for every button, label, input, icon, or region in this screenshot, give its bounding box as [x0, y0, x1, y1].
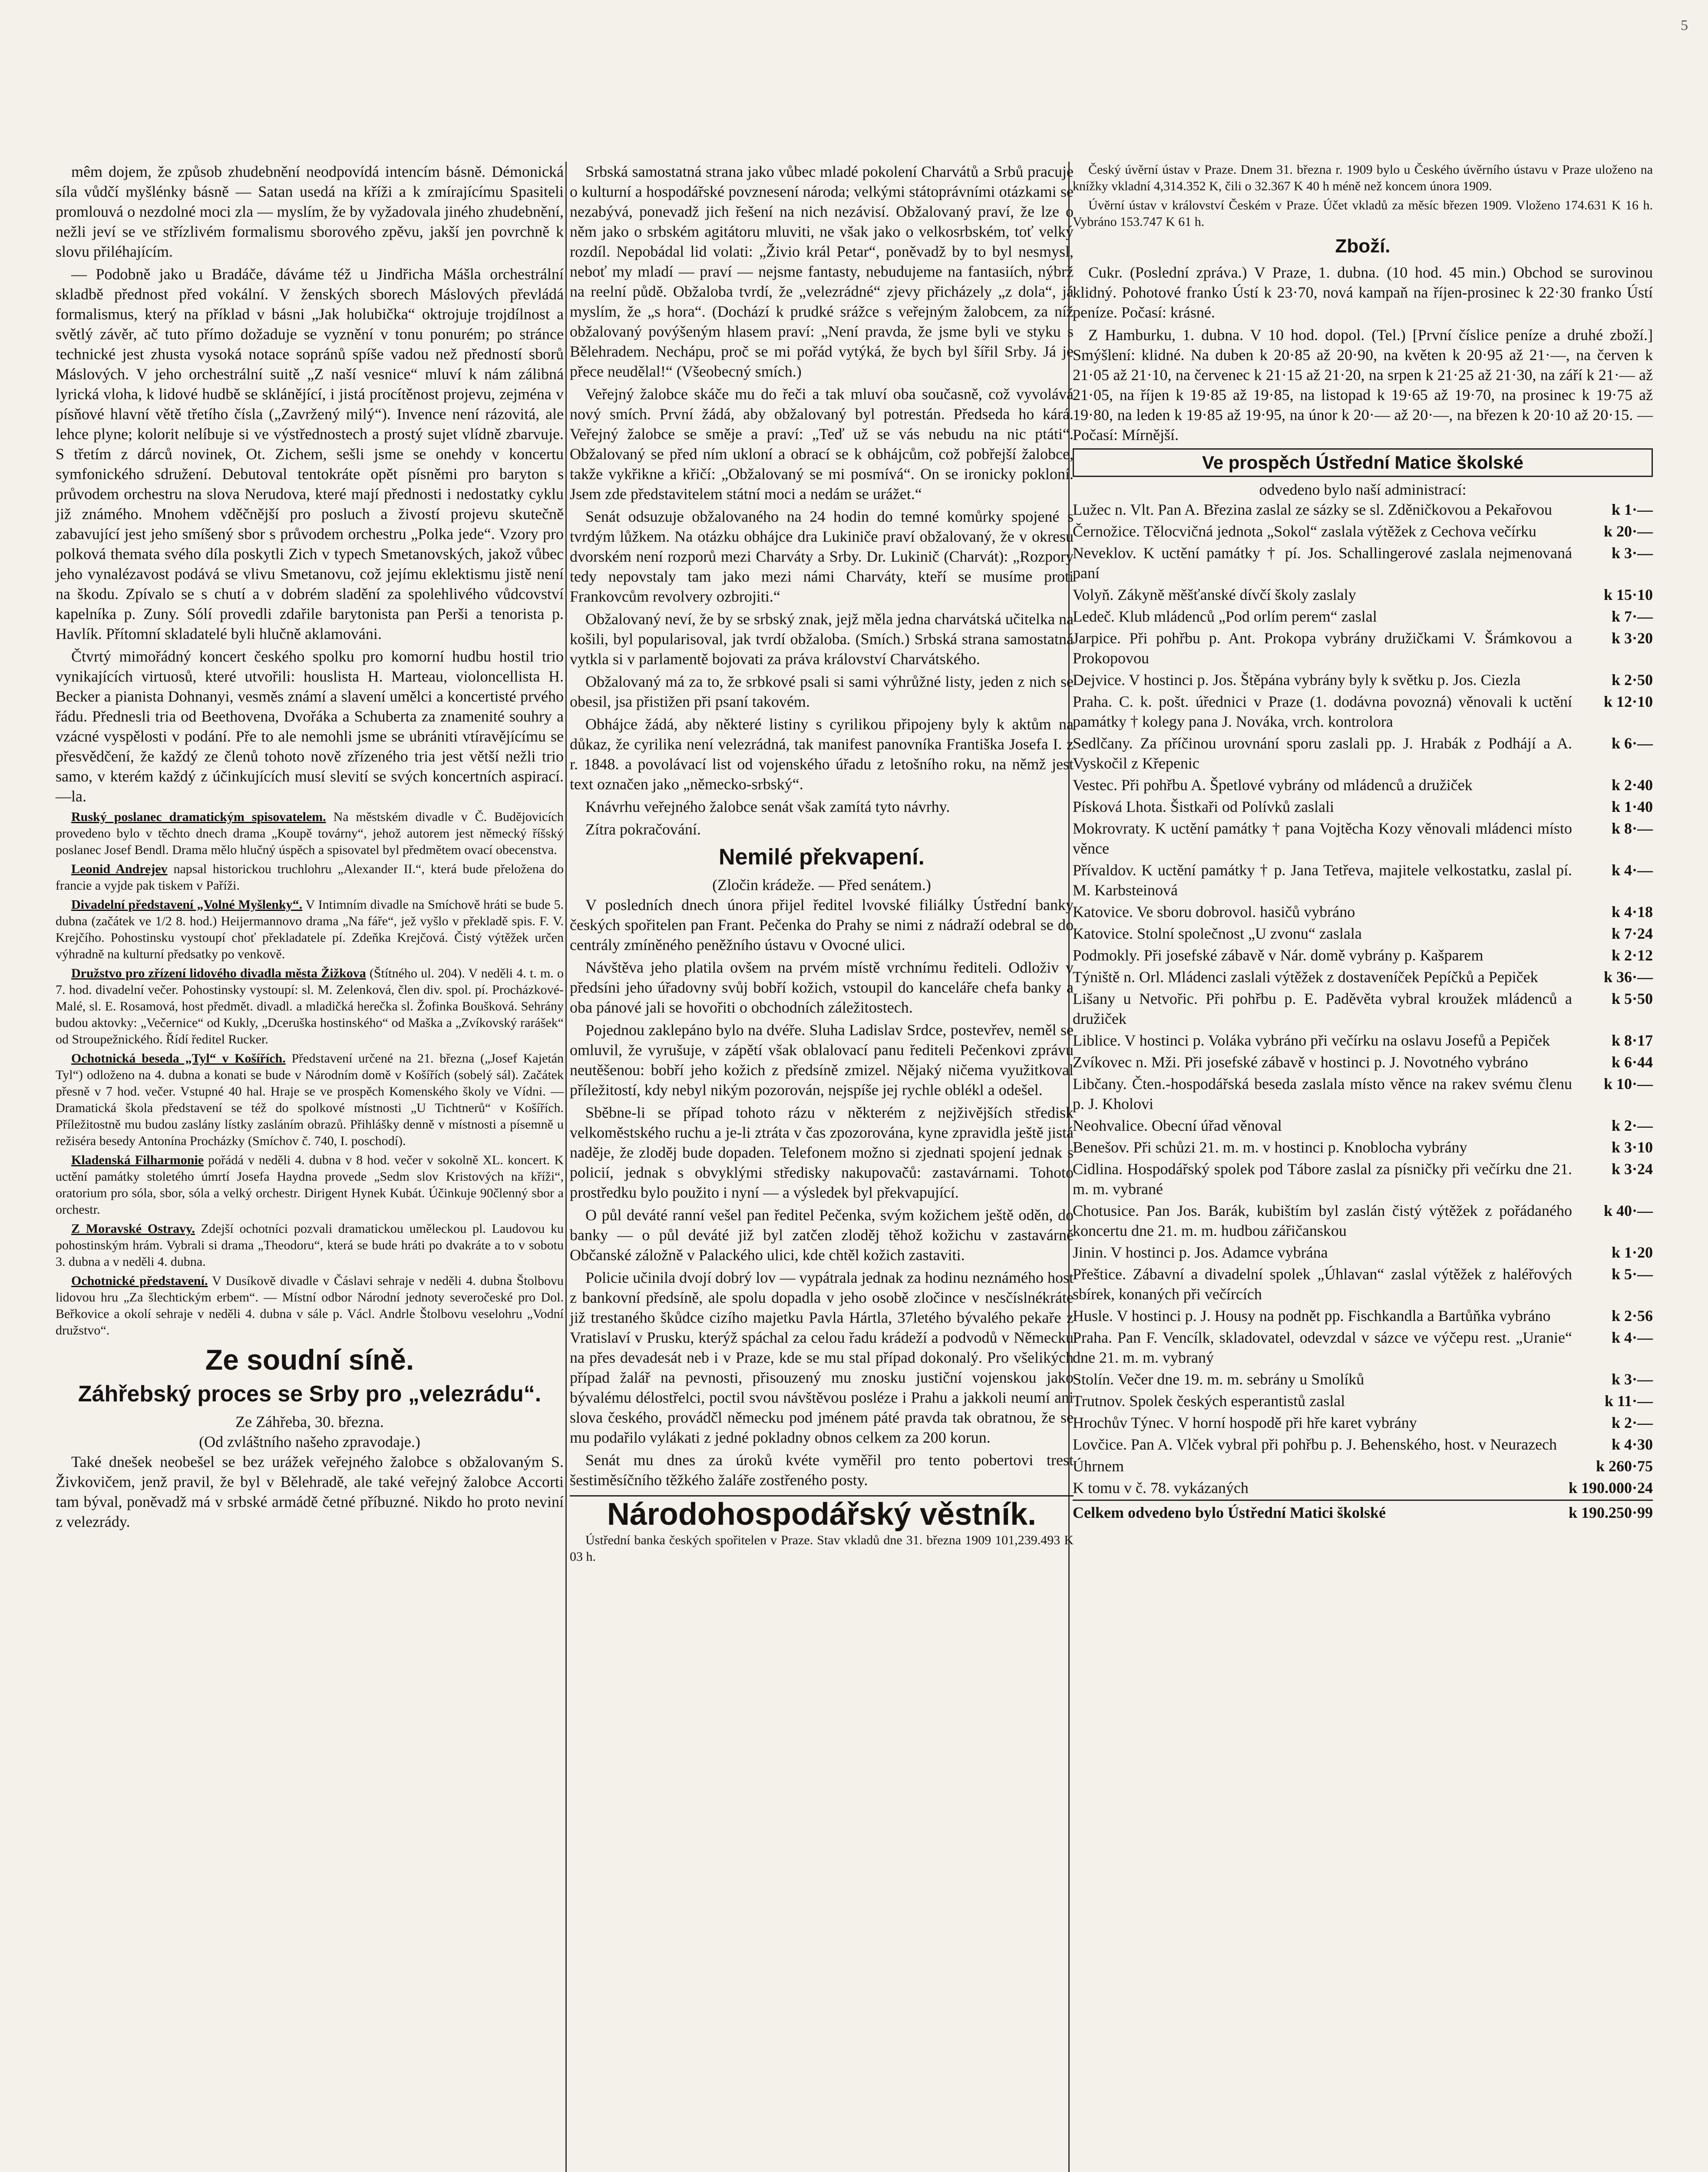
donation-row: [1073, 1328, 1653, 1367]
paragraph: Obžalovaný neví, že by se srbský znak, jejž měla jedna charvátská učitelka na košili, byl popularisoval, jak tvrdí obžaloba. (Smích.) Srbská strana samostatná vytkla si v parlamentě bojovati za práva království Charvátského.: [570, 610, 1074, 668]
donation-row: [1073, 902, 1653, 922]
donation-text: Libčany. Čten.-hospodářská beseda zaslala místo věnce na rakev svému členu p. J. Kholovi: [1073, 1075, 1572, 1112]
surprise-subheading: (Zločin krádeže. — Před senátem.): [712, 876, 931, 894]
notice: Kladenská Filharmonie pořádá v neděli 4. dubna v 8 hod. večer v sokolně XL. koncert. K uctění památky stoletého úmrtí Josefa Haydna provede „Sedm slov Kristových na kříži“, oratorium pro sóla, sbor, sóla a velký orchestr. Dirigent Hynek Kubát. Účinkuje 90členný sbor a orchestr.: [56, 1153, 564, 1217]
donation-text: Chotusice. Pan Jos. Barák, kubištím byl zaslán čistý výtěžek z pořádaného koncertu dne 21. m. m. hudbou zářičanskou: [1073, 1202, 1572, 1239]
donation-text: Jinin. V hostinci p. Jos. Adamce vybrána: [1073, 1244, 1328, 1261]
donation-row: [1073, 967, 1653, 987]
donation-row: [1073, 945, 1653, 965]
donation-text: Lovčice. Pan A. Vlček vybral při pohřbu p. J. Behenského, host. v Neurazech: [1073, 1436, 1557, 1453]
donation-text: Neohvalice. Obecní úřad věnoval: [1073, 1117, 1282, 1134]
donation-text: Ledeč. Klub mládenců „Pod orlím perem“ zaslal: [1073, 608, 1377, 625]
donation-amount: k 3·10: [1611, 1139, 1653, 1156]
donation-row: [1073, 1030, 1653, 1050]
paragraph: Zítra pokračování.: [585, 821, 701, 838]
donation-row: [1073, 1201, 1653, 1241]
donation-text: Katovice. Ve sboru dobrovol. hasičů vybráno: [1073, 903, 1355, 920]
donation-text: Zvíkovec n. Mži. Při josefské zábavě v hostinci p. J. Novotného vybráno: [1073, 1053, 1528, 1071]
notice: Ochotnická beseda „Tyl“ v Košířích. Představení určené na 21. března („Josef Kajetán Tyl“) odloženo na 4. dubna a konati se bude v Národním domě v Košířích (sobelý sál). Začátek přesně v 7 hod. večer. Vstupné 40 hal. Hraje se ve prospěch Komenského školy ve Vídni. — Dramatická škola představení se též do spolkové místnosti „U Tichtnerů“ v Košířích. Příležitostně mu budou zaslány lístky zasláním obrazů. Přihlášky denně v místnosti a písemně u režiséra besedy Antonína Procházky (Smíchov č. 740, I. poschodí).: [56, 1051, 564, 1148]
donation-row: [1073, 606, 1653, 626]
donation-row: [1073, 1052, 1653, 1072]
donation-amount: k 6·44: [1611, 1053, 1653, 1071]
donation-text: Katovice. Stolní společnost „U zvonu“ zaslala: [1073, 925, 1362, 942]
donation-row: [1073, 543, 1653, 583]
column-rule: [565, 162, 567, 2172]
goods-heading: Zboží.: [1335, 235, 1391, 257]
paragraph: V posledních dnech února přijel ředitel lvovské filiálky Ústřední banky českých spořitelen pan Frant. Pečenka do Prahy se nimi z nádraží odebral se do centrály zmíněného peněžního ústavu v Ovocné ulici.: [570, 896, 1074, 954]
court-heading: Ze soudní síně.: [205, 1344, 414, 1376]
donation-row: [1073, 1306, 1653, 1326]
paragraph: Návštěva jeho platila ovšem na prvém místě vrchnímu řediteli. Odloživ v předsíni jeho úřadovny svůj bobří kožich, vstoupil do kanceláře chefa banky a oba pánové jali se hovořiti o obchodních záležitostech.: [570, 959, 1074, 1016]
donation-text: Dejvice. V hostinci p. Jos. Štěpána vybrány byly k světku p. Jos. Ciezla: [1073, 671, 1521, 689]
donation-amount: k 2·56: [1611, 1307, 1653, 1324]
donation-row: [1073, 797, 1653, 817]
paragraph: Senát odsuzuje obžalovaného na 24 hodin do temné komůrky spojené s tvrdým lůžkem. Na otázku obhájce dra Lukiniče praví obžalovaný, že v okresu dvorském není rozporů mezi Charváty a Srby. Dr. Lukinič (Charvát): „Rozpory tedy nepovstaly tam jako mezi námi Charváty, kteří se musíme proti Frankovcům revolvery ozbrojiti.“: [570, 508, 1074, 605]
paragraph: Obžalovaný má za to, že srbkové psali si sami výhrůžné listy, jeden z nich se obesil, jsa přistižen při psaní takovém.: [570, 673, 1074, 710]
donation-row: [1073, 500, 1653, 520]
donation-amount: k 8·—: [1611, 820, 1653, 837]
donation-text: Podmokly. Při josefské zábavě v Nár. domě vybrány p. Kašparem: [1073, 947, 1483, 964]
donation-amount: k 20·—: [1603, 523, 1653, 540]
paragraph: Z Hamburku, 1. dubna. V 10 hod. dopol. (Tel.) [První číslice peníze a druhé zboží.] Smýšlení: klidné. Na duben k 20·85 až 20·90, na květen k 20·95 až 21·—, na červen k 21·05 až 21·10, na červenec k 21·15 až 21·20, na srpen k 21·25 až 21·30, na září k 21·— až 21·05, na říjen k 19·85 až 19·85, na listopad k 19·65 až 19·70, na prosinec k 19·75 až 19·80, na leden k 19·85 až 19·95, na únor k 20·— až 20·—, na březen k 20·10 až 20·15. — Počasí: Mírnější.: [1073, 326, 1653, 444]
donation-text: Týniště n. Orl. Mládenci zaslali výtěžek z dostaveníček Pepíčků a Pepiček: [1073, 968, 1538, 986]
donation-amount: k 1·—: [1611, 501, 1653, 518]
paragraph: O půl deváté ranní vešel pan ředitel Pečenka, svým kožichem ještě oděn, do banky — o půl deváté již byl zatčen zloděj těhož kožichu v zastavárně Občanské záložně v Palackého ulici, kde chtěl kožich zastaviti.: [570, 1206, 1074, 1264]
donation-text: Husle. V hostinci p. J. Housy na podnět pp. Fischkandla a Bartůňka vybráno: [1073, 1307, 1551, 1324]
donation-amount: k 4·—: [1611, 861, 1653, 879]
donation-amount: k 40·—: [1603, 1202, 1653, 1219]
donation-amount: k 36·—: [1603, 968, 1653, 986]
notice: Divadelní představení „Volné Myšlenky“. V Intimním divadle na Smíchově hráti se bude 5. dubna (začátek ve 1/2 8. hod.) Heijermannovo drama „Na fáře“, jež vyšlo v překladě spis. F. V. Krejčího. Pohostinsku vystoupí choť překladatele pí. Zdeňka Krejčová. Čistý výtěžek určen výhradně na kulturní předsatky po venkově.: [56, 897, 564, 961]
donation-text: Jarpice. Při pohřbu p. Ant. Prokopa vybrány družičkami V. Šrámkovou a Prokopovou: [1073, 629, 1572, 667]
donation-row: [1073, 818, 1653, 858]
matice-subheading: odvedeno bylo naší administrací:: [1259, 481, 1467, 498]
donation-text: Stolín. Večer dne 19. m. m. sebrány u Smolíků: [1073, 1371, 1364, 1388]
donation-row: [1073, 1159, 1653, 1199]
donation-amount: k 5·50: [1611, 990, 1653, 1007]
donation-text: Černožice. Tělocvičná jednota „Sokol“ zaslala výtěžek z Cechova večírku: [1073, 523, 1536, 540]
court-dateline: Ze Záhřeba, 30. března.: [235, 1413, 384, 1430]
donation-row: [1073, 670, 1653, 690]
paragraph: Sběbne-li se případ tohoto rázu v některém z nejživějších středisk velkoměstského ruchu a je-li ztráta v čas zpozorována, kyne zpravidla ještě jistá naděje, že zloděj bude dopaden. Telefonem možno si zjednati spojení jednak s policií, jednak s obvyklými středisky nakupovačů: zastavárnami. Tohoto prostředku bylo použito i nyní — a výsledek byl překvapující.: [570, 1104, 1074, 1201]
donation-text: Písková Lhota. Šistkaři od Polívků zaslali: [1073, 798, 1334, 815]
paragraph: Policie učinila dvojí dobrý lov — vypátrala jednak za hodinu neznámého host z bankovní předsíně, ale spolu dopadla v jeho osobě zločince v nesčíslnékráte již trestaného škůdce cizího majetku Pavla Hártla, 37letého bývalého pekaře z Vratislaví v Prusku, kterýž spáchal za celou řadu krádeží a podvodů v Německu na přes devadesát neb i v Praze, kde se mu stal případ dokonalý. Pro všelikých případ žalář na pevnosti, přisouzený mu znosku justiční vojenskou jako bývalému délostřelci, poctil svou návštěvou posléze i Prahu a jakkoli neumí ani slova českého, provádčl německu pod jménem páté pravda tak obratnou, že se mu podařilo vylákati z jedné pokladny obnos celkem za 200 korun.: [570, 1269, 1074, 1446]
donation-amount: k 2·12: [1611, 947, 1653, 964]
donation-row: [1073, 1264, 1653, 1304]
donation-row: [1073, 733, 1653, 773]
paragraph: Český úvěrní ústav v Praze. Dnem 31. března r. 1909 bylo u Českého úvěrního ústavu v Praze uloženo na knížky vkladní 4,314.352 K, čili o 32.367 K 40 h méně než koncem února 1909.: [1073, 162, 1653, 193]
notice: Z Moravské Ostravy. Zdejší ochotníci pozvali dramatickou uměleckou pl. Laudovou ku pohostinským hrám. Vybrali si drama „Theodoru“, která se bude hráti po dvakráte a to v sobotu 3. dubna a v neděli 4. dubna.: [56, 1222, 564, 1269]
economy-heading: Národohospodářský věstník.: [570, 1495, 1074, 1532]
donation-amount: k 3·24: [1611, 1160, 1653, 1178]
notice: Leonid Andrejev napsal historickou truchlohru „Alexander II.“, která bude přeložena do francie a vyjde pak tiskem v Paříži.: [56, 862, 564, 893]
column-1: [56, 162, 564, 1534]
donation-text: Lužec n. Vlt. Pan A. Březina zaslal ze sázky se sl. Zděničkovou a Pekařovou: [1073, 501, 1552, 518]
donation-text: Praha. C. k. pošt. úřednici v Praze (1. dodávna povozná) věnovali k uctění památky † kolegy pana J. Nováka, vrch. kontrolora: [1073, 693, 1572, 730]
donation-amount: k 7·—: [1611, 608, 1653, 625]
donation-text: Benešov. Při schůzi 21. m. m. v hostinci p. Knoblocha vybrány: [1073, 1139, 1467, 1156]
donation-amount: k 5·—: [1611, 1265, 1653, 1283]
prev-row: K tomu v č. 78. vykázaných k 190.000·24: [1073, 1479, 1653, 1497]
paragraph: Čtvrtý mimořádný koncert českého spolku pro komorní hudbu hostil trio vynikajících virtuosů, které utvořili: houslista H. Marteau, violoncellista H. Becker a pianista Dohnanyi, vesměs známí a slavení umělci a koncertisté prvého řádu. Přednesli tria od Beethovena, Dvořáka a Schuberta za znamenité souhry a vzácné vyspělosti v podání. Pře to ale nemohli jsme se ubrániti vtíravějícímu se přesvědčení, že každý ze členů tohoto nově zřízeného tria jest větší nežli trio samo, v kterém každý z účinkujících musí slevití se svých koncertních aspirací. —la.: [56, 648, 564, 805]
donation-amount: k 12·10: [1603, 693, 1653, 710]
donation-amount: k 3·20: [1611, 629, 1653, 647]
donation-row: [1073, 585, 1653, 605]
donation-text: Volyň. Zákyně měšťanské dívčí školy zaslaly: [1073, 586, 1356, 603]
donation-row: [1073, 1413, 1653, 1433]
donation-row: [1073, 1369, 1653, 1389]
column-2: [570, 162, 1074, 1568]
donation-amount: k 4·18: [1611, 903, 1653, 920]
paragraph: Také dnešek neobešel se bez urážek veřejného žalobce s obžalovaným S. Živkovičem, jenž pravil, že byl v Bělehradě, ale také veřejný žalobce Accorti tam býval, poněvadž má v srbské armádě četné příbuzné. Nikdo ho proto neviní z velezrády.: [56, 1453, 564, 1530]
donation-amount: k 1·20: [1611, 1244, 1653, 1261]
donation-amount: k 7·24: [1611, 925, 1653, 942]
paragraph: — Podobně jako u Bradáče, dáváme též u Jindřicha Mášla orchestrální skladbě přednost před vokální. V ženských sborech Máslových převládá formalismus, který na příklad v básni „Jak holubička“ oktrojuje trojdílnost a světlý závěr, ač tuto přímo dožaduje se vyznění v tonu ponurém; po stránce technické jest zhusta vysoká notace sopránů spíše vadou než předností sborů Máslových. V jeho orchestrální suitě „Z naší vesnice“ mluví k nám zálibná lyrická vloha, k lidové hudbě se sklánějící, i jistá procítěnost projevu, zejména v písňové hlavní větě třetího čísla („Zavržený milý“). Invence není rázovitá, ale lehce plyne; kolorit nelíbuje si ve výstřednostech a prostý sujet vlídně zbarvuje. S třetím z dárců novinek, Ot. Zichem, sešli jsme se onehdy v koncertu symfonického sdružení. Debutoval tentokráte opět písněmi pro baryton s průvodem orchestru na slova Nerudova, které mají přednosti i nedostatky cyklu již známého. Mnohem vděčnější pro posluch a živostí projevu skutečně zabavující jest jeho smíšený sbor s průvodem orchestru „Polka jede“. Vzory pro polková themata svého díla poskytli Zich v typech Smetanovských, jakož vůbec jeho vynalézavost podává se vlivu Smetanovu, což jejímu eklektismu jistě není na škodu. Zpívalo se s chutí a v dobrém sladění za spolehlivého vůdcovství kapelníka p. Zuny. Sólí provedli zdařile barytonista pan Perši a tenorista p. Havlík. Přítomní skladatelé byli hlučně aklamováni.: [56, 265, 564, 642]
donation-amount: k 1·40: [1611, 798, 1653, 815]
donation-amount: k 2·—: [1611, 1414, 1653, 1431]
donation-row: [1073, 692, 1653, 732]
paragraph: mêm dojem, že způsob zhudebnění neodpovídá intencím básně. Démonická síla vůdčí myšlénky básně — Satan usedá na kříži a k zmírajícímu Spasiteli promlouvá o nezdolné moci zla — myslím, že by vyžadovala jiného zhudebnění, nežli jeví se ve střízlivém formalismu sborového zpěvu, jakší jen povrchně k slovu přiléhajícím.: [56, 163, 564, 260]
paragraph: Srbská samostatná strana jako vůbec mladé pokolení Charvátů a Srbů pracuje o kulturní a hospodářské povznesení národa; velkými státoprávními otázkami se nezabývá, ponevadž jich řešení na nich nezávisí. Obžalovaný praví, že lze o něm jako o srbském agitátoru mluviti, ne však jako o velkosrbském, toť velký rozdíl. Nepobádal lid volati: „Živio král Petar“, poněvadž by to byl nesmysl, neboť my mladí — praví — nejsme fantasty, nebudujeme na fantasiích, nýbrž na reelní půdě. Obžaloba tvrdí, že „velezrádné“ zjevy přicházely „z dola“, já myslím, že „s hora“. (Dochází k prudké srážce s veřejným žalobcem, za níž obžalovaný povýšeným hlasem praví: „Není pravda, že jsme byli ve styku s Bělehradem. Nechápu, proč se mi pořád vytýká, že bych byl šířil Srby. Já je přece neudělal!“ (Všeobecný smích.): [570, 163, 1074, 380]
column-3: [1073, 162, 1653, 1523]
sum-row: Úhrnem k 260·75: [1073, 1457, 1653, 1475]
donation-amount: k 4·—: [1611, 1329, 1653, 1346]
paragraph: Obhájce žádá, aby některé listiny s cyrilikou připojeny byly k aktům na důkaz, že cyrilika není velezrádná, tak manifest panovníka Františka Josefa I. z r. 1848. a povolávací list od vojenského úřadu z letošního roku, na němž jest text označen jako „německo-srbský“.: [570, 715, 1074, 793]
donation-amount: k 15·10: [1603, 586, 1653, 603]
donation-row: [1073, 1137, 1653, 1157]
donation-list: [1073, 500, 1653, 1454]
donation-amount: k 4·30: [1611, 1436, 1653, 1453]
page-number: 5: [1681, 17, 1688, 33]
donation-row: [1073, 1116, 1653, 1136]
donation-row: [1073, 628, 1653, 668]
paragraph: Ústřední banka českých spořitelen v Praze. Stav vkladů dne 31. března 1909 101,239.493 K 03 h.: [570, 1533, 1074, 1564]
paragraph: Cukr. (Poslední zpráva.) V Praze, 1. dubna. (10 hod. 45 min.) Obchod se surovinou klidný. Pohotové franko Ústí k 23·70, nová kampaň na říjen-prosinec k 22·30 franko Ústí peníze. Počasí: krásné.: [1073, 264, 1653, 321]
donation-text: Přeštice. Zábavní a divadelní spolek „Úhlavan“ zaslal výtěžek z haléřových sbírek, konaných při večírcích: [1073, 1265, 1572, 1303]
donation-text: Neveklov. K uctění památky † pí. Jos. Schallingerové zaslala nejmenovaná paní: [1073, 544, 1572, 582]
donation-text: Přívaldov. K uctění památky † p. Jana Tetřeva, majitele velkostatku, zaslal pí. M. Karbsteinová: [1073, 861, 1572, 899]
donation-text: Sedlčany. Za příčinou urovnání sporu zaslali pp. J. Hrabák z Podhájí a A. Vyskočil z Křepenic: [1073, 735, 1572, 772]
donation-text: Liblice. V hostinci p. Voláka vybráno při večírku na oslavu Josefů a Pepiček: [1073, 1032, 1550, 1049]
notices: [56, 809, 564, 1339]
donation-text: Trutnov. Spolek českých esperantistů zaslal: [1073, 1392, 1345, 1410]
notice: Družstvo pro zřízení lidového divadla města Žižkova (Štítného ul. 204). V neděli 4. t. m. o 7. hod. divadelní večer. Pohostinsky vystoupí: sl. M. Zelenková, člen div. spol. pí. Procházkové-Malé, sl. E. Rosamová, host předmět. divadl. a mladičká herečka sl. Žofinka Boušková. Sehrány budou aktovky: „Večernice“ od Kukly, „Dceruška hostinského“ od Maška a „Zvíkovský rarášek“ od Stroupežnického. Řídí ředitel Rucker.: [56, 966, 564, 1046]
donation-row: [1073, 1434, 1653, 1454]
donation-row: [1073, 775, 1653, 795]
donation-amount: k 2·40: [1611, 776, 1653, 794]
matice-heading: Ve prospěch Ústřední Matice školské: [1073, 448, 1653, 477]
donation-amount: k 3·—: [1611, 544, 1653, 562]
donation-amount: k 2·50: [1611, 671, 1653, 689]
donation-amount: k 11·—: [1604, 1392, 1653, 1410]
donation-row: [1073, 924, 1653, 944]
paragraph: Úvěrní ústav v království Českém v Praze. Účet vkladů za měsíc březen 1909. Vloženo 174.631 K 16 h. Vybráno 153.747 K 61 h.: [1073, 198, 1653, 229]
surprise-heading: Nemilé překvapení.: [719, 844, 925, 870]
donation-row: [1073, 1074, 1653, 1114]
donation-text: Lišany u Netvořic. Při pohřbu p. E. Paděvěta vybral kroužek mládenců a družiček: [1073, 990, 1572, 1027]
donation-row: [1073, 989, 1653, 1029]
donation-row: [1073, 1242, 1653, 1262]
donation-text: Vestec. Při pohřbu A. Špetlové vybrány od mládenců a družiček: [1073, 776, 1473, 794]
donation-text: Mokrovraty. K uctění památky † pana Vojtěcha Kozy věnovali mládenci místo věnce: [1073, 820, 1572, 857]
total-row: Celkem odvedeno bylo Ústřední Matici školské k 190.250·99: [1073, 1500, 1653, 1523]
donation-text: Cidlina. Hospodářský spolek pod Tábore zaslal za písničky při večírku dne 21. m. m. vybrané: [1073, 1160, 1572, 1198]
notice: Ruský poslanec dramatickým spisovatelem. Na městském divadle v Č. Budějovicích provedeno bylo v těchto dnech drama „Koupě továrny“, jehož autorem jest německý říšský poslanec Josef Bendl. Drama mělo hlučný úspěch a spisovatel byl předmětem ovací obecenstva.: [56, 810, 564, 857]
donation-row: [1073, 1391, 1653, 1411]
notice: Ochotnické představení. V Dusíkově divadle v Čáslavi sehraje v neděli 4. dubna Štolbovu lidovou hru „Za šlechtickým erbem“. — Místní odbor Národní jednoty severočeské pro Dol. Beřkovice a okolí sehraje v neděli 4. dubna v sále p. Václ. Andrle Štolbovu veselohru „Vodní družstvo“.: [56, 1274, 564, 1338]
paragraph: Veřejný žalobce skáče mu do řeči a tak mluví oba současně, což vyvolává nový smích. První žádá, aby obžalovaný byl potrestán. Předseda ho kárá. Veřejný žalobce se směje a praví: „Teď už se vás nebudu na nic ptáti“. Obžalovaný se před ním ukloní a obrací se k obhájcům, což pobřejší žalobce, takže vykřikne a křičí: „Obžalovaný se mi posmívá“. On se ironicky pokloní. Jsem zde představitelem státní moci a nedám se urážet.“: [570, 385, 1074, 503]
paragraph: Senát mu dnes za úroků kvéte vyměřil pro tento pobertovi trest šestiměsíčního těžkého žaláře zostřeného posty.: [570, 1451, 1074, 1489]
donation-text: Hrochův Týnec. V horní hospodě při hře karet vybrány: [1073, 1414, 1417, 1431]
donation-row: [1073, 860, 1653, 900]
donation-amount: k 3·—: [1611, 1371, 1653, 1388]
donation-amount: k 10·—: [1603, 1075, 1653, 1093]
donation-row: [1073, 521, 1653, 541]
donation-amount: k 8·17: [1611, 1032, 1653, 1049]
donation-amount: k 6·—: [1611, 735, 1653, 752]
court-subheading: Záhřebský proces se Srby pro „velezrádu“.: [78, 1381, 542, 1407]
paragraph: Knávrhu veřejného žalobce senát však zamítá tyto návrhy.: [585, 798, 950, 815]
paragraph: Pojednou zaklepáno bylo na dvéře. Sluha Ladislav Srdce, postevřev, neměl se omluvil, že vyrušuje, v zápětí však oblalovací panu řediteli Pečenkovi zprávu neutěšenou: bobří jeho kožich z předsíně zmizel. Nějaký ničema využitkoval příležitostí, kdy nebyl nikým pozorován, nejspíše jej rychle oblékl a odešel.: [570, 1021, 1074, 1099]
court-source: (Od zvláštního našeho zpravodaje.): [199, 1433, 420, 1450]
donation-text: Praha. Pan F. Vencílk, skladovatel, odevzdal v sázce ve výčepu rest. „Uranie“ dne 21. m. m. vybraný: [1073, 1329, 1572, 1366]
donation-amount: k 2·—: [1611, 1117, 1653, 1134]
